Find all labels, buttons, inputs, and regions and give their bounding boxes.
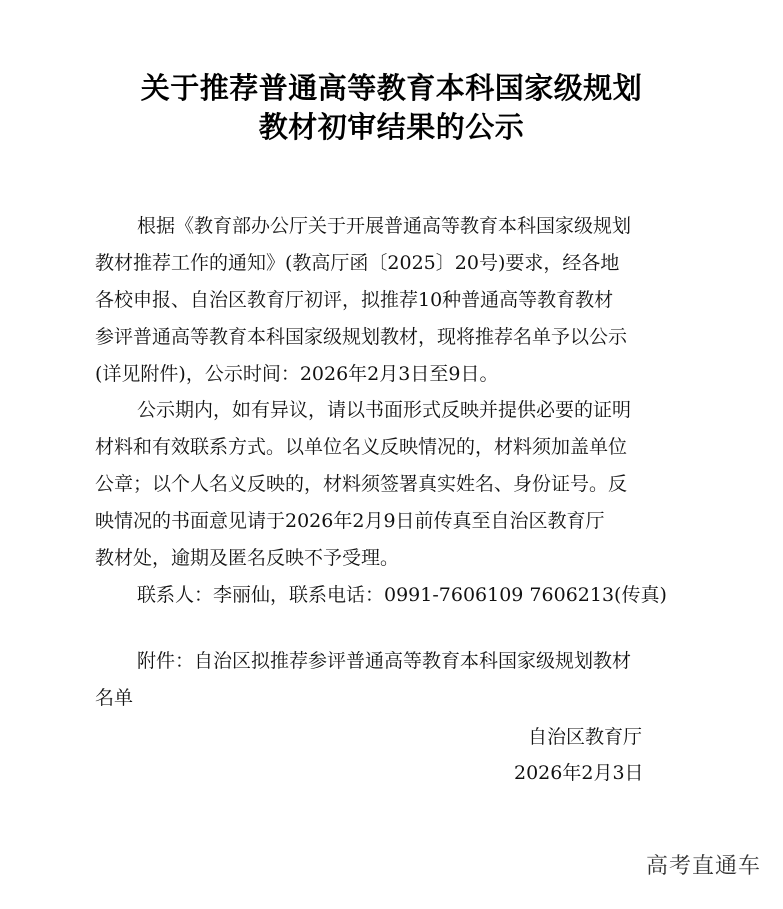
paragraph-2-line: 材料和有效联系方式。以单位名义反映情况的，材料须加盖单位: [95, 436, 628, 458]
paragraph-2-line: 公示期内，如有异议，请以书面形式反映并提供必要的证明: [137, 399, 632, 421]
attachment-line: 名单: [95, 687, 134, 709]
paragraph-2-line: 映情况的书面意见请于2026年2月9日前传真至自治区教育厅: [95, 510, 605, 532]
paragraph-2-line: 公章；以个人名义反映的，材料须签署真实姓名、身份证号。反: [95, 473, 628, 495]
paragraph-1-line: 根据《教育部办公厅关于开展普通高等教育本科国家级规划: [137, 215, 632, 237]
watermark-text: 高考直通车: [645, 854, 761, 879]
contact-line: 联系人：李丽仙，联系电话：0991-7606109 7606213(传真): [137, 584, 667, 606]
signature-date: 2026年2月3日: [514, 762, 644, 784]
paragraph-1-line: (详见附件)，公示时间：2026年2月3日至9日。: [95, 363, 499, 385]
signature-organization: 自治区教育厅: [528, 726, 643, 748]
paragraph-1-line: 各校申报、自治区教育厅初评，拟推荐10种普通高等教育教材: [95, 289, 614, 311]
document-title-line-2: 教材初审结果的公示: [258, 110, 525, 144]
document-title-line-1: 关于推荐普通高等教育本科国家级规划: [140, 71, 643, 105]
paragraph-1-line: 教材推荐工作的通知》(教高厅函〔2025〕20号)要求，经各地: [95, 252, 620, 274]
attachment-line: 附件：自治区拟推荐参评普通高等教育本科国家级规划教材: [137, 650, 632, 672]
paragraph-1-line: 参评普通高等教育本科国家级规划教材，现将推荐名单予以公示: [95, 326, 628, 348]
paragraph-2-line: 教材处，逾期及匿名反映不予受理。: [95, 547, 400, 569]
